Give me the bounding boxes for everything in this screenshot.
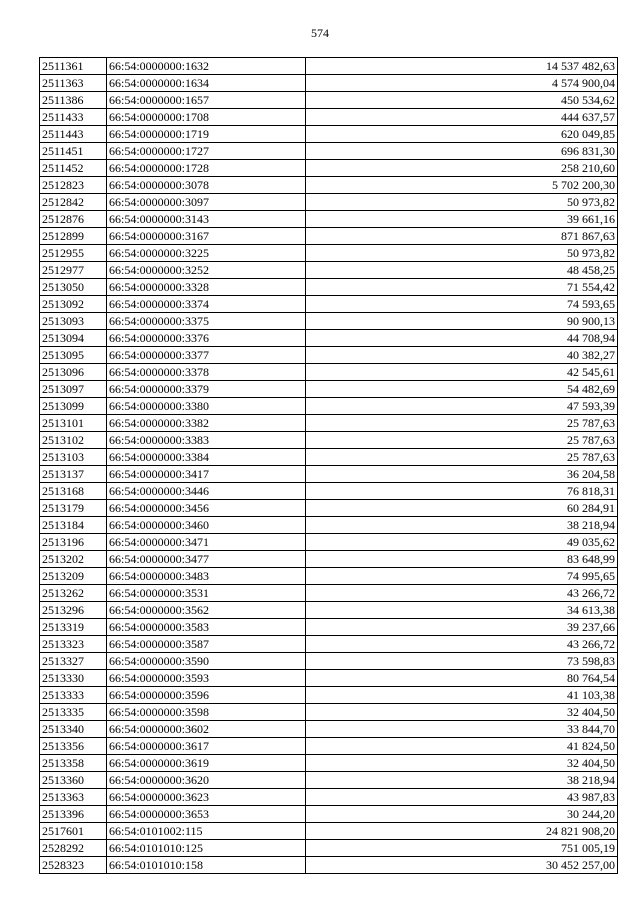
table-row (40, 160, 618, 177)
value-cell: 50 973,82 (306, 194, 618, 211)
value-cell: 43 987,83 (306, 789, 618, 806)
table-row (40, 92, 618, 109)
table-row (40, 330, 618, 347)
value-cell: 5 702 200,30 (306, 177, 618, 194)
cadastral-number-cell: 66:54:0000000:3583 (107, 619, 306, 636)
cadastral-number-cell: 66:54:0000000:3384 (107, 449, 306, 466)
value-cell: 41 824,50 (306, 738, 618, 755)
value-cell: 80 764,54 (306, 670, 618, 687)
cadastral-number-cell: 66:54:0000000:3225 (107, 245, 306, 262)
record-id-cell: 2513196 (40, 534, 107, 551)
record-id-cell: 2511363 (40, 75, 107, 92)
table-row (40, 772, 618, 789)
value-cell: 25 787,63 (306, 415, 618, 432)
cadastral-number-cell: 66:54:0000000:3590 (107, 653, 306, 670)
table-row (40, 500, 618, 517)
record-id-cell: 2512955 (40, 245, 107, 262)
cadastral-number-cell: 66:54:0000000:3619 (107, 755, 306, 772)
value-cell: 14 537 482,63 (306, 58, 618, 75)
value-cell: 39 237,66 (306, 619, 618, 636)
cadastral-number-cell: 66:54:0000000:3483 (107, 568, 306, 585)
record-id-cell: 2513103 (40, 449, 107, 466)
record-id-cell: 2513363 (40, 789, 107, 806)
value-cell: 43 266,72 (306, 636, 618, 653)
cadastral-number-cell: 66:54:0000000:3380 (107, 398, 306, 415)
registry-table-body (40, 58, 618, 874)
cadastral-number-cell: 66:54:0000000:3531 (107, 585, 306, 602)
record-id-cell: 2513396 (40, 806, 107, 823)
value-cell: 39 661,16 (306, 211, 618, 228)
record-id-cell: 2511451 (40, 143, 107, 160)
cadastral-number-cell: 66:54:0000000:1708 (107, 109, 306, 126)
record-id-cell: 2513335 (40, 704, 107, 721)
record-id-cell: 2511443 (40, 126, 107, 143)
cadastral-number-cell: 66:54:0000000:3377 (107, 347, 306, 364)
value-cell: 50 973,82 (306, 245, 618, 262)
table-row (40, 466, 618, 483)
table-row (40, 398, 618, 415)
record-id-cell: 2512876 (40, 211, 107, 228)
value-cell: 90 900,13 (306, 313, 618, 330)
table-row (40, 347, 618, 364)
table-row (40, 177, 618, 194)
record-id-cell: 2513137 (40, 466, 107, 483)
table-row (40, 840, 618, 857)
table-row (40, 75, 618, 92)
value-cell: 450 534,62 (306, 92, 618, 109)
record-id-cell: 2513262 (40, 585, 107, 602)
cadastral-number-cell: 66:54:0000000:3460 (107, 517, 306, 534)
record-id-cell: 2513092 (40, 296, 107, 313)
table-row (40, 653, 618, 670)
table-row (40, 228, 618, 245)
record-id-cell: 2513179 (40, 500, 107, 517)
value-cell: 30 452 257,00 (306, 857, 618, 874)
table-row (40, 687, 618, 704)
record-id-cell: 2513319 (40, 619, 107, 636)
value-cell: 32 404,50 (306, 704, 618, 721)
value-cell: 30 244,20 (306, 806, 618, 823)
table-row (40, 58, 618, 75)
value-cell: 36 204,58 (306, 466, 618, 483)
cadastral-number-cell: 66:54:0000000:3596 (107, 687, 306, 704)
cadastral-number-cell: 66:54:0000000:3375 (107, 313, 306, 330)
record-id-cell: 2513094 (40, 330, 107, 347)
table-row (40, 449, 618, 466)
value-cell: 76 818,31 (306, 483, 618, 500)
table-row (40, 517, 618, 534)
value-cell: 24 821 908,20 (306, 823, 618, 840)
cadastral-number-cell: 66:54:0000000:3587 (107, 636, 306, 653)
cadastral-number-cell: 66:54:0000000:3374 (107, 296, 306, 313)
table-row (40, 568, 618, 585)
cadastral-number-cell: 66:54:0000000:3617 (107, 738, 306, 755)
cadastral-number-cell: 66:54:0000000:3602 (107, 721, 306, 738)
cadastral-number-cell: 66:54:0000000:3477 (107, 551, 306, 568)
value-cell: 38 218,94 (306, 772, 618, 789)
record-id-cell: 2512842 (40, 194, 107, 211)
record-id-cell: 2513099 (40, 398, 107, 415)
value-cell: 751 005,19 (306, 840, 618, 857)
record-id-cell: 2513356 (40, 738, 107, 755)
record-id-cell: 2513168 (40, 483, 107, 500)
cadastral-number-cell: 66:54:0000000:3078 (107, 177, 306, 194)
cadastral-number-cell: 66:54:0000000:1727 (107, 143, 306, 160)
table-row (40, 245, 618, 262)
record-id-cell: 2513095 (40, 347, 107, 364)
cadastral-number-cell: 66:54:0000000:3620 (107, 772, 306, 789)
value-cell: 38 218,94 (306, 517, 618, 534)
table-row (40, 381, 618, 398)
value-cell: 871 867,63 (306, 228, 618, 245)
cadastral-number-cell: 66:54:0000000:3378 (107, 364, 306, 381)
value-cell: 48 458,25 (306, 262, 618, 279)
value-cell: 43 266,72 (306, 585, 618, 602)
value-cell: 60 284,91 (306, 500, 618, 517)
record-id-cell: 2512823 (40, 177, 107, 194)
value-cell: 33 844,70 (306, 721, 618, 738)
table-row (40, 789, 618, 806)
table-row (40, 823, 618, 840)
record-id-cell: 2513102 (40, 432, 107, 449)
table-row (40, 585, 618, 602)
cadastral-number-cell: 66:54:0000000:3446 (107, 483, 306, 500)
value-cell: 696 831,30 (306, 143, 618, 160)
table-row (40, 279, 618, 296)
cadastral-number-cell: 66:54:0000000:3252 (107, 262, 306, 279)
registry-table (39, 57, 618, 874)
cadastral-number-cell: 66:54:0000000:1634 (107, 75, 306, 92)
record-id-cell: 2513330 (40, 670, 107, 687)
record-id-cell: 2511361 (40, 58, 107, 75)
record-id-cell: 2513333 (40, 687, 107, 704)
value-cell: 4 574 900,04 (306, 75, 618, 92)
value-cell: 41 103,38 (306, 687, 618, 704)
cadastral-number-cell: 66:54:0000000:3097 (107, 194, 306, 211)
cadastral-number-cell: 66:54:0000000:3383 (107, 432, 306, 449)
page-number: 574 (311, 26, 329, 40)
table-row (40, 806, 618, 823)
table-row (40, 262, 618, 279)
record-id-cell: 2513097 (40, 381, 107, 398)
cadastral-number-cell: 66:54:0101002:115 (107, 823, 306, 840)
value-cell: 25 787,63 (306, 432, 618, 449)
value-cell: 54 482,69 (306, 381, 618, 398)
value-cell: 74 995,65 (306, 568, 618, 585)
value-cell: 83 648,99 (306, 551, 618, 568)
record-id-cell: 2513093 (40, 313, 107, 330)
cadastral-number-cell: 66:54:0000000:1719 (107, 126, 306, 143)
cadastral-number-cell: 66:54:0000000:3143 (107, 211, 306, 228)
cadastral-number-cell: 66:54:0000000:3598 (107, 704, 306, 721)
cadastral-number-cell: 66:54:0101010:158 (107, 857, 306, 874)
record-id-cell: 2513340 (40, 721, 107, 738)
table-row (40, 602, 618, 619)
table-row (40, 670, 618, 687)
cadastral-number-cell: 66:54:0000000:3379 (107, 381, 306, 398)
record-id-cell: 2511433 (40, 109, 107, 126)
value-cell: 34 613,38 (306, 602, 618, 619)
value-cell: 49 035,62 (306, 534, 618, 551)
table-row (40, 483, 618, 500)
record-id-cell: 2511452 (40, 160, 107, 177)
record-id-cell: 2513096 (40, 364, 107, 381)
record-id-cell: 2513296 (40, 602, 107, 619)
value-cell: 444 637,57 (306, 109, 618, 126)
value-cell: 44 708,94 (306, 330, 618, 347)
table-row (40, 143, 618, 160)
table-row (40, 313, 618, 330)
table-row (40, 126, 618, 143)
table-row (40, 432, 618, 449)
record-id-cell: 2512977 (40, 262, 107, 279)
value-cell: 258 210,60 (306, 160, 618, 177)
record-id-cell: 2513050 (40, 279, 107, 296)
cadastral-number-cell: 66:54:0000000:3653 (107, 806, 306, 823)
value-cell: 25 787,63 (306, 449, 618, 466)
record-id-cell: 2528323 (40, 857, 107, 874)
value-cell: 42 545,61 (306, 364, 618, 381)
value-cell: 73 598,83 (306, 653, 618, 670)
value-cell: 71 554,42 (306, 279, 618, 296)
table-row (40, 857, 618, 874)
cadastral-number-cell: 66:54:0000000:3382 (107, 415, 306, 432)
table-row (40, 109, 618, 126)
record-id-cell: 2513358 (40, 755, 107, 772)
table-row (40, 704, 618, 721)
cadastral-number-cell: 66:54:0000000:3623 (107, 789, 306, 806)
cadastral-number-cell: 66:54:0000000:3456 (107, 500, 306, 517)
value-cell: 40 382,27 (306, 347, 618, 364)
cadastral-number-cell: 66:54:0000000:3417 (107, 466, 306, 483)
cadastral-number-cell: 66:54:0000000:1657 (107, 92, 306, 109)
record-id-cell: 2512899 (40, 228, 107, 245)
table-row (40, 738, 618, 755)
record-id-cell: 2513101 (40, 415, 107, 432)
table-row (40, 415, 618, 432)
table-row (40, 636, 618, 653)
record-id-cell: 2511386 (40, 92, 107, 109)
record-id-cell: 2528292 (40, 840, 107, 857)
cadastral-number-cell: 66:54:0000000:3471 (107, 534, 306, 551)
cadastral-number-cell: 66:54:0000000:3376 (107, 330, 306, 347)
cadastral-number-cell: 66:54:0000000:3562 (107, 602, 306, 619)
table-row (40, 211, 618, 228)
table-row (40, 551, 618, 568)
table-row (40, 364, 618, 381)
cadastral-number-cell: 66:54:0000000:3328 (107, 279, 306, 296)
record-id-cell: 2517601 (40, 823, 107, 840)
cadastral-number-cell: 66:54:0000000:1728 (107, 160, 306, 177)
cadastral-number-cell: 66:54:0000000:3593 (107, 670, 306, 687)
table-row (40, 755, 618, 772)
value-cell: 74 593,65 (306, 296, 618, 313)
record-id-cell: 2513360 (40, 772, 107, 789)
cadastral-number-cell: 66:54:0000000:3167 (107, 228, 306, 245)
value-cell: 47 593,39 (306, 398, 618, 415)
table-row (40, 534, 618, 551)
record-id-cell: 2513323 (40, 636, 107, 653)
record-id-cell: 2513184 (40, 517, 107, 534)
table-row (40, 721, 618, 738)
table-row (40, 296, 618, 313)
cadastral-number-cell: 66:54:0101010:125 (107, 840, 306, 857)
value-cell: 32 404,50 (306, 755, 618, 772)
table-row (40, 619, 618, 636)
record-id-cell: 2513202 (40, 551, 107, 568)
cadastral-number-cell: 66:54:0000000:1632 (107, 58, 306, 75)
record-id-cell: 2513327 (40, 653, 107, 670)
table-row (40, 194, 618, 211)
record-id-cell: 2513209 (40, 568, 107, 585)
value-cell: 620 049,85 (306, 126, 618, 143)
